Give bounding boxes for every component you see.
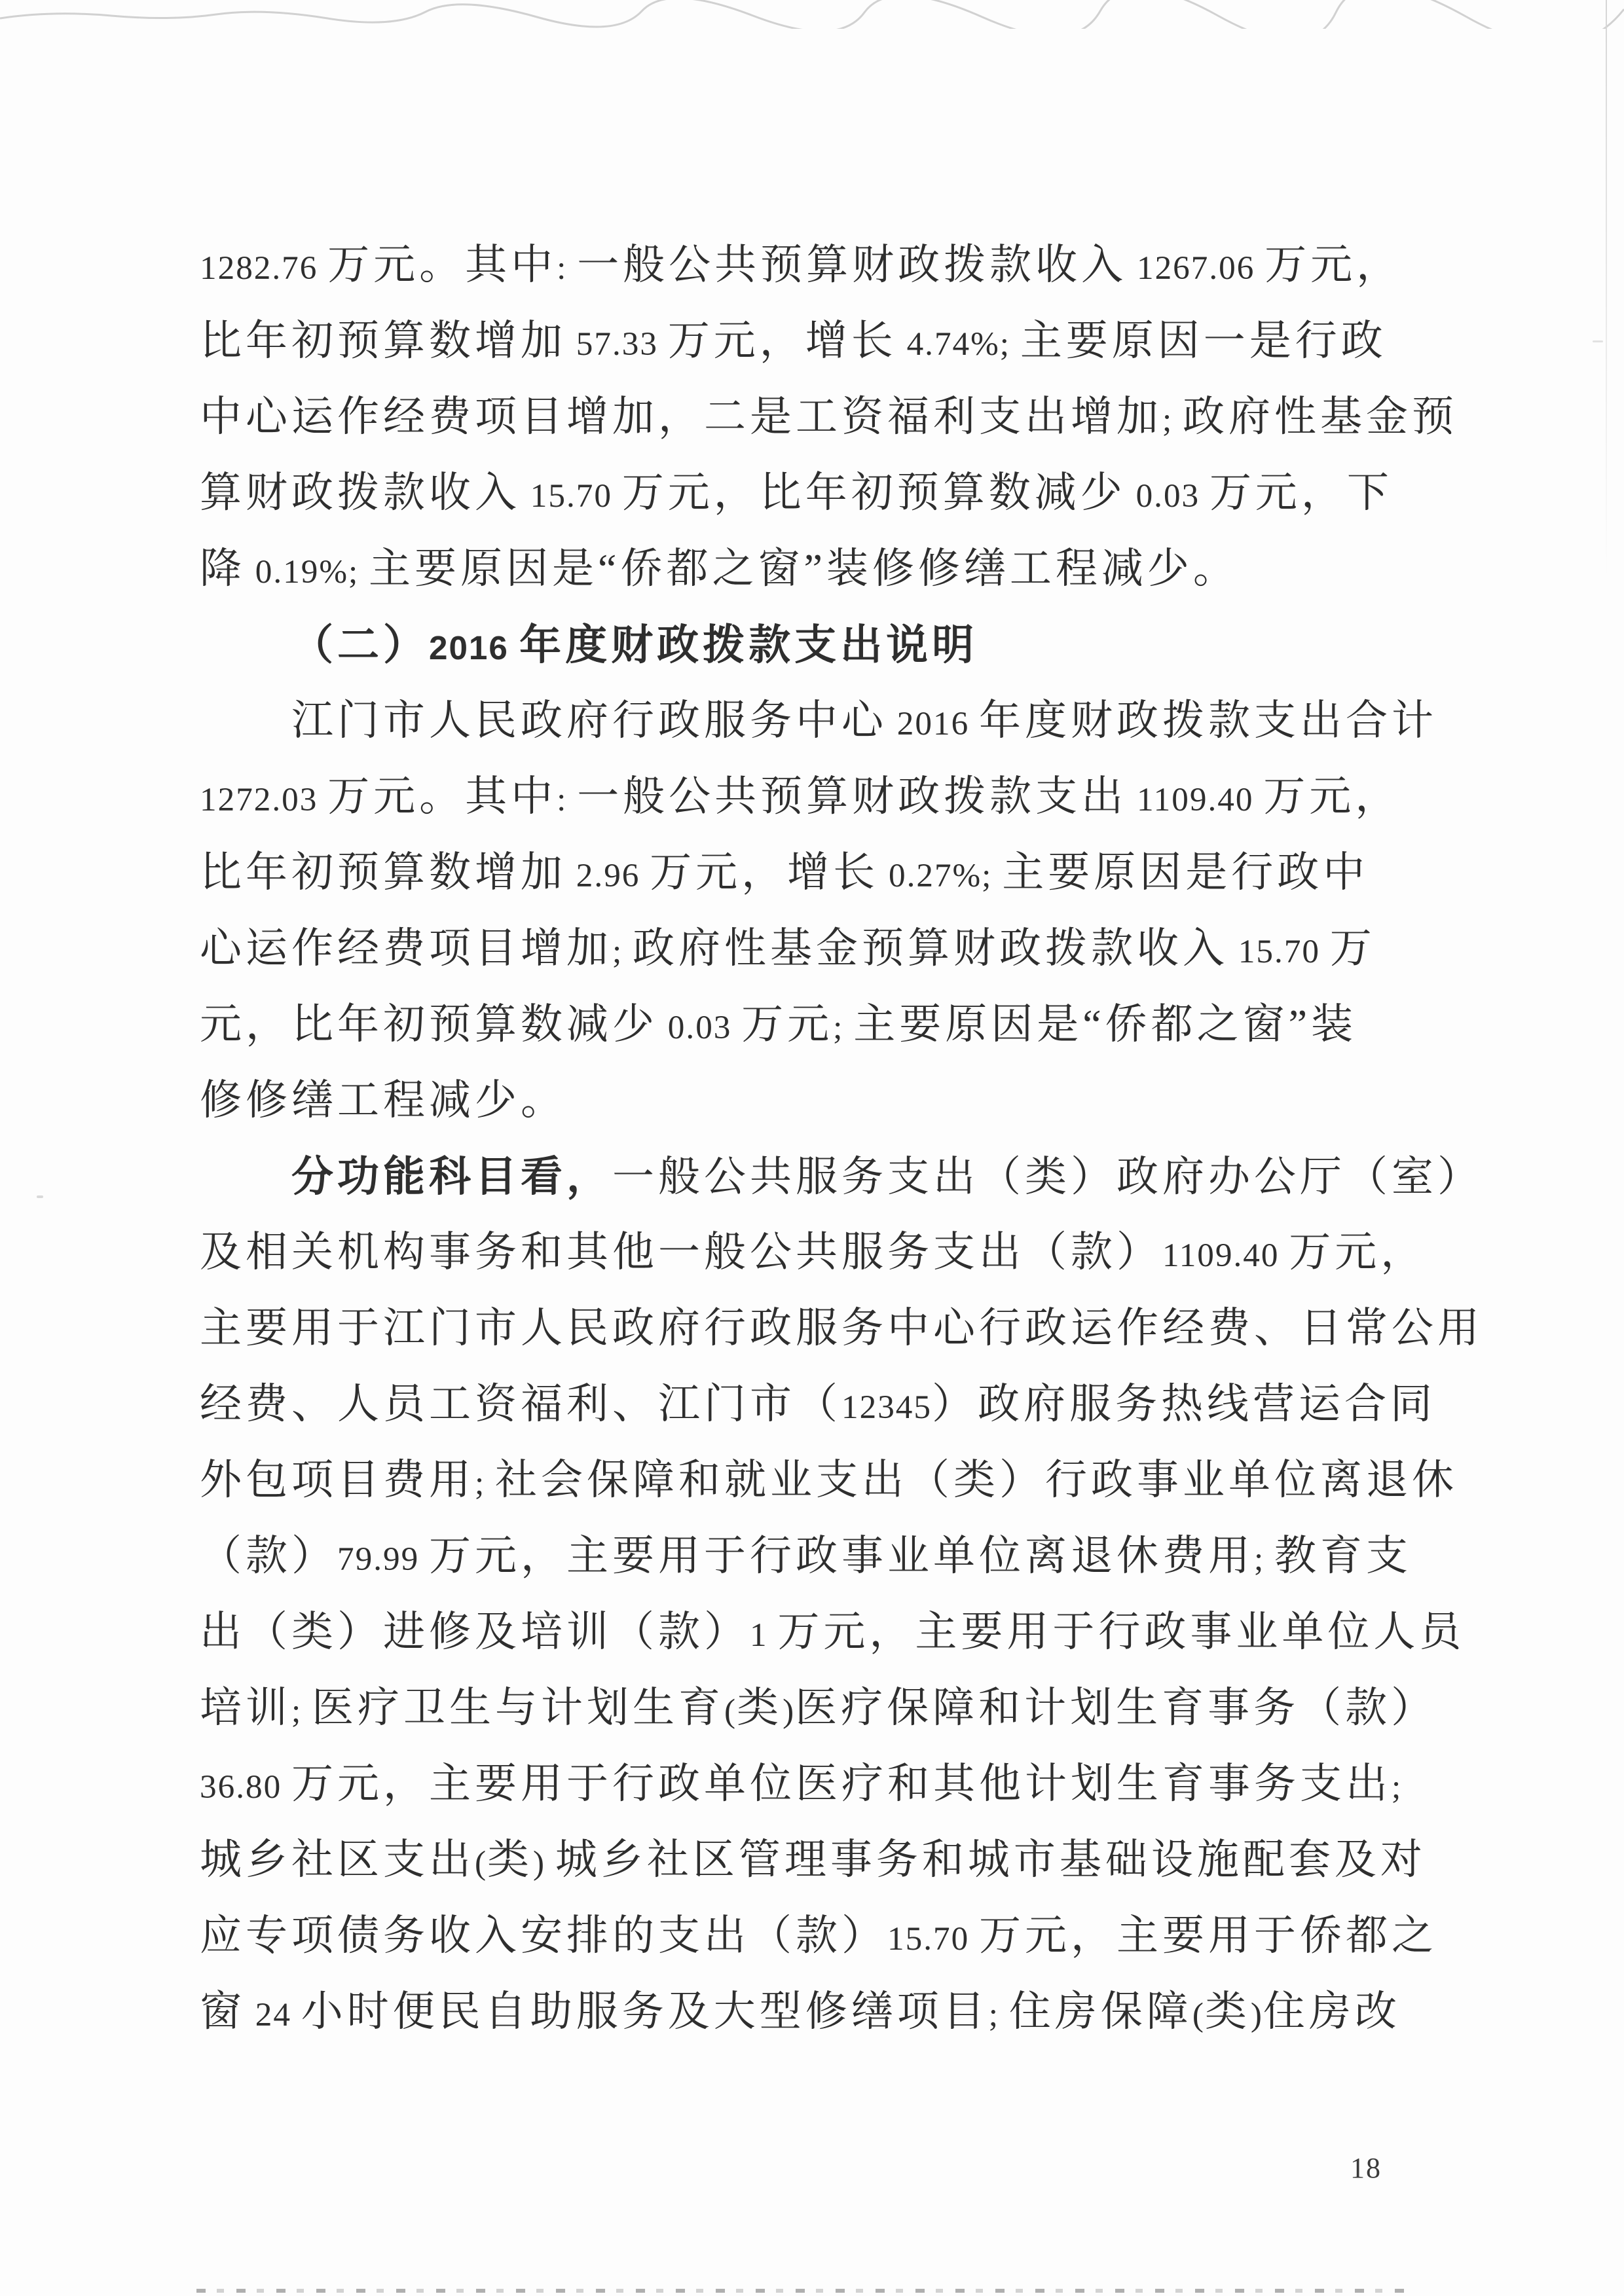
text-segment: 1272.03 万元。其中: 一般公共预算财政拨款支出 1109.40 万元， xyxy=(200,773,1401,820)
text-line xyxy=(200,379,1458,455)
text-segment: 元，比年初预算数减少 0.03 万元; 主要原因是“侨都之窗”装 xyxy=(200,1001,1357,1048)
text-segment: 城乡社区支出(类) 城乡社区管理事务和城市基础设施配套及对 xyxy=(200,1836,1426,1883)
text-line xyxy=(200,531,1408,607)
text-line xyxy=(200,1518,1412,1594)
page-number: 18 xyxy=(1350,2152,1382,2184)
text-line xyxy=(200,1214,1427,1290)
scan-artifact-right-edge xyxy=(1606,0,1607,576)
text-segment: 36.80 万元，主要用于行政单位医疗和其他计划生育事务支出; xyxy=(200,1760,1403,1807)
text-segment: 窗 24 小时便民自助服务及大型修缮项目; 住房保障(类)住房改 xyxy=(200,1988,1401,2035)
scan-artifact-bottom-bleed xyxy=(196,2289,1414,2293)
text-segment: 中心运作经费项目增加，二是工资福利支出增加; 政府性基金预 xyxy=(200,393,1458,440)
text-line xyxy=(200,227,1408,303)
text-line xyxy=(200,455,1408,531)
text-line xyxy=(200,1063,1408,1139)
text-line xyxy=(200,1139,1483,1214)
text-line xyxy=(200,303,1408,379)
text-segment: 培训; 医疗卫生与计划生育(类)医疗保障和计划生育事务（款） xyxy=(200,1685,1437,1731)
text-segment: 修修缮工程减少。 xyxy=(200,1077,566,1123)
text-segment: 降 0.19%; 主要原因是“侨都之窗”装修修缮工程减少。 xyxy=(200,545,1239,592)
text-segment: 应专项债务收入安排的支出（款）15.70 万元，主要用于侨都之 xyxy=(200,1912,1437,1959)
text-line xyxy=(200,683,1437,759)
text-line xyxy=(200,1670,1437,1746)
text-segment: 心运作经费项目增加; 政府性基金预算财政拨款收入 15.70 万 xyxy=(200,925,1376,972)
text-segment: 经费、人员工资福利、江门市（12345）政府服务热线营运合同 xyxy=(200,1381,1436,1427)
text-line xyxy=(200,759,1408,835)
text-line xyxy=(200,1594,1466,1670)
text-line xyxy=(200,1822,1426,1898)
bold-text-segment: 分功能科目看， xyxy=(291,1153,612,1200)
text-segment: 比年初预算数增加 2.96 万元，增长 0.27%; 主要原因是行政中 xyxy=(200,849,1369,896)
text-segment: 一般公共服务支出（类）政府办公厅（室） xyxy=(612,1154,1483,1200)
text-line xyxy=(200,1898,1437,1974)
text-line xyxy=(200,607,1408,683)
text-line xyxy=(200,1442,1458,1518)
text-segment: 比年初预算数增加 57.33 万元，增长 4.74%; 主要原因一是行政 xyxy=(200,318,1387,364)
scan-artifact-top-edge xyxy=(0,0,1624,29)
bold-text-segment: （二）2016 年度财政拨款支出说明 xyxy=(291,621,978,668)
scan-artifact-speck xyxy=(37,1195,43,1198)
text-segment: 及相关机构事务和其他一般公共服务支出（款）1109.40 万元， xyxy=(200,1229,1427,1275)
text-segment: 江门市人民政府行政服务中心 2016 年度财政拨款支出合计 xyxy=(291,697,1437,744)
text-line xyxy=(200,1290,1483,1366)
scan-artifact-speck xyxy=(1593,340,1603,342)
text-line xyxy=(200,1366,1436,1442)
text-line xyxy=(200,1746,1408,1822)
text-segment: （款）79.99 万元，主要用于行政事业单位离退休费用; 教育支 xyxy=(200,1533,1412,1579)
text-segment: 1282.76 万元。其中: 一般公共预算财政拨款收入 1267.06 万元， xyxy=(200,242,1403,288)
text-segment: 出（类）进修及培训（款）1 万元，主要用于行政事业单位人员 xyxy=(200,1609,1466,1655)
text-segment: 主要用于江门市人民政府行政服务中心行政运作经费、日常公用 xyxy=(200,1305,1483,1351)
text-line xyxy=(200,987,1408,1063)
text-line xyxy=(200,835,1408,911)
text-line xyxy=(200,1974,1408,2050)
text-segment: 外包项目费用; 社会保障和就业支出（类）行政事业单位离退休 xyxy=(200,1457,1458,1503)
text-segment: 算财政拨款收入 15.70 万元，比年初预算数减少 0.03 万元，下 xyxy=(200,469,1393,516)
text-lines xyxy=(200,227,1483,2050)
text-line xyxy=(200,911,1408,987)
